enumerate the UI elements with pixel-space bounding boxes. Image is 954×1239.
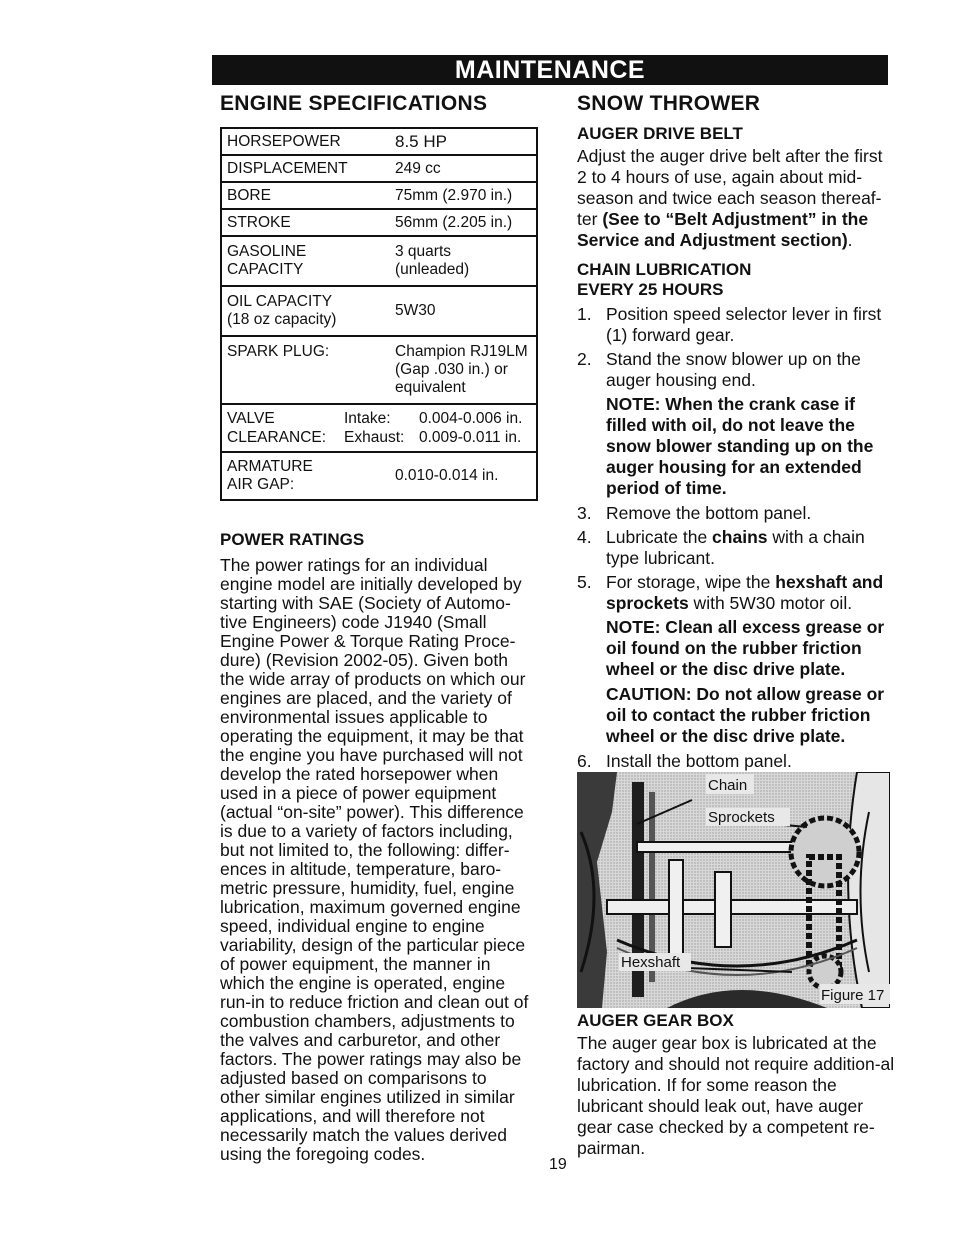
power-ratings-line: combustion chambers, adjustments to <box>220 1011 515 1031</box>
power-ratings-line: adjusted based on comparisons to <box>220 1068 487 1088</box>
step-item: 6. Install the bottom panel. <box>577 751 792 771</box>
chain-lubrication-title: CHAIN LUBRICATION EVERY 25 HOURS <box>577 260 752 299</box>
spec-label: GASOLINE <box>227 243 307 260</box>
spec-label: HORSEPOWER <box>227 132 341 150</box>
spec-value: 8.5 HP <box>395 131 447 151</box>
step-item: 1. Position speed selector lever in first (1) forward gear. <box>577 304 882 345</box>
spec-value: 75mm (2.970 in.) <box>395 186 513 204</box>
power-ratings-line: but not limited to, the following: differ- <box>220 840 510 860</box>
spec-key: Exhaust: <box>344 429 405 446</box>
spec-value: 0.004-0.006 in. <box>419 410 523 427</box>
power-ratings-line: dure) (Revision 2002-05). Given both <box>220 650 508 670</box>
auger-drive-belt-text: Adjust the auger drive belt after the first 2 to 4 hours of use, again about mid-season and twice each season thereaf-ter (See to “Belt Adjustment” in the Service and Adjustment section). <box>577 146 883 250</box>
power-ratings-line: is due to a variety of factors including, <box>220 821 513 841</box>
spec-label: STROKE <box>227 213 291 231</box>
power-ratings-line: the engine you have purchased will not <box>220 745 523 765</box>
spec-label: VALVE <box>227 410 275 427</box>
power-ratings-line: which the engine is operated, engine <box>220 973 506 993</box>
power-ratings-line: (actual “on-site” power). This difference <box>220 802 524 822</box>
spec-row <box>222 211 536 235</box>
auger-gear-box-title: AUGER GEAR BOX <box>577 1011 734 1030</box>
power-ratings-title: POWER RATINGS <box>220 530 365 549</box>
spec-value: (Gap .030 in.) or <box>395 361 508 378</box>
spec-value: 0.010-0.014 in. <box>395 467 499 484</box>
spec-value: Champion RJ19LM <box>395 343 528 360</box>
power-ratings-line: tive Engineers) code J1940 (Small <box>220 612 487 632</box>
spec-value: 56mm (2.205 in.) <box>395 213 513 231</box>
spec-label: SPARK PLUG: <box>227 343 330 360</box>
power-ratings-line: ences in altitude, temperature, baro- <box>220 859 502 879</box>
spec-row <box>222 290 536 332</box>
spec-value: 3 quarts <box>395 243 452 260</box>
power-ratings-line: Engine Power & Torque Rating Proce- <box>220 631 516 651</box>
power-ratings-line: factors. The power ratings may also be <box>220 1049 522 1069</box>
engine-specs-title: ENGINE SPECIFICATIONS <box>220 92 488 115</box>
power-ratings-line: engine model are initially developed by <box>220 574 522 594</box>
spec-label: BORE <box>227 186 271 204</box>
power-ratings-line: engines are placed, and the variety of <box>220 688 512 708</box>
engine-specs-table <box>220 127 538 501</box>
spec-label: ARMATURE <box>227 458 313 475</box>
power-ratings-line: variability, design of the particular piece <box>220 935 526 955</box>
power-ratings-line: speed, individual engine to engine <box>220 916 485 936</box>
power-ratings-line: other similar engines utilized in similar <box>220 1087 515 1107</box>
auger-drive-belt-title: AUGER DRIVE BELT <box>577 124 743 143</box>
power-ratings-line: necessarily match the values derived <box>220 1125 507 1145</box>
power-ratings-line: develop the rated horsepower when <box>220 764 499 784</box>
spec-label: OIL CAPACITY <box>227 293 333 310</box>
spec-row <box>222 157 536 181</box>
power-ratings-line: lubrication, maximum governed engine <box>220 897 521 917</box>
spec-row <box>222 340 536 400</box>
figure-caption: Figure 17 <box>821 987 885 1004</box>
label-chain: Chain <box>708 777 748 794</box>
power-ratings-line: metric pressure, humidity, fuel, engine <box>220 878 515 898</box>
note-crank-case: NOTE: When the crank case if filled with oil, do not leave the snow blower standing up on the auger housing for an extended period of time. <box>606 394 874 498</box>
figure-drawing <box>577 772 890 1008</box>
power-ratings-line: applications, and will therefore not <box>220 1106 485 1126</box>
power-ratings-line: operating the equipment, it may be that <box>220 726 524 746</box>
spec-row <box>222 406 536 450</box>
power-ratings-line: of power equipment, the manner in <box>220 954 491 974</box>
power-ratings-line: run-in to reduce friction and clean out of <box>220 992 529 1012</box>
snow-thrower-title: SNOW THROWER <box>577 92 761 115</box>
power-ratings-line: starting with SAE (Society of Automo- <box>220 593 511 613</box>
step-item: 4. Lubricate the chains with a chain type lubricant. <box>577 527 865 568</box>
spec-row <box>222 130 536 154</box>
spec-value: (unleaded) <box>395 261 470 278</box>
spec-row <box>222 455 536 497</box>
spec-value: 5W30 <box>395 302 436 319</box>
power-ratings-line: using the foregoing codes. <box>220 1144 426 1164</box>
spec-row <box>222 184 536 208</box>
spec-row <box>222 240 536 282</box>
power-ratings-line: The power ratings for an individual <box>220 555 488 575</box>
spec-label: (18 oz capacity) <box>227 311 337 328</box>
step-item: 5. For storage, wipe the hexshaft and sprockets with 5W30 motor oil. <box>577 572 884 613</box>
label-hexshaft: Hexshaft <box>621 954 681 971</box>
caution-grease: CAUTION: Do not allow grease or oil to contact the rubber friction wheel or the disc drive plate. <box>606 684 885 746</box>
spec-label: CLEARANCE: <box>227 429 327 446</box>
spec-value: equivalent <box>395 379 466 396</box>
step-item: 2. Stand the snow blower up on the auger housing end. <box>577 349 861 390</box>
spec-label: CAPACITY <box>227 261 304 278</box>
note-clean-grease: NOTE: Clean all excess grease or oil found on the rubber friction wheel or the disc drive plate. <box>606 617 885 679</box>
spec-label: AIR GAP: <box>227 476 295 493</box>
figure-chain-sprockets-illustration <box>577 772 890 1008</box>
label-sprockets: Sprockets <box>708 809 775 826</box>
page-number: 19 <box>549 1156 567 1173</box>
spec-label: DISPLACEMENT <box>227 159 348 177</box>
spec-value: 249 cc <box>395 159 441 177</box>
section-banner: MAINTENANCE <box>212 55 888 85</box>
power-ratings-line: environmental issues applicable to <box>220 707 488 727</box>
auger-gear-box-text: The auger gear box is lubricated at the factory and should not require addition-al lubrication. If for some reason the lubricant should leak out, have auger gear case checked by a competent re-pairman. <box>577 1033 895 1158</box>
step-item: 3. Remove the bottom panel. <box>577 503 812 523</box>
spec-value: 0.009-0.011 in. <box>419 429 522 446</box>
power-ratings-line: used in a piece of power equipment <box>220 783 497 803</box>
power-ratings-line: the wide array of products on which our <box>220 669 526 689</box>
chain-lubrication-steps <box>577 304 897 772</box>
spec-key: Intake: <box>344 410 391 427</box>
power-ratings-line: the valves and carburetor, and other <box>220 1030 501 1050</box>
power-ratings-text <box>220 556 540 1164</box>
